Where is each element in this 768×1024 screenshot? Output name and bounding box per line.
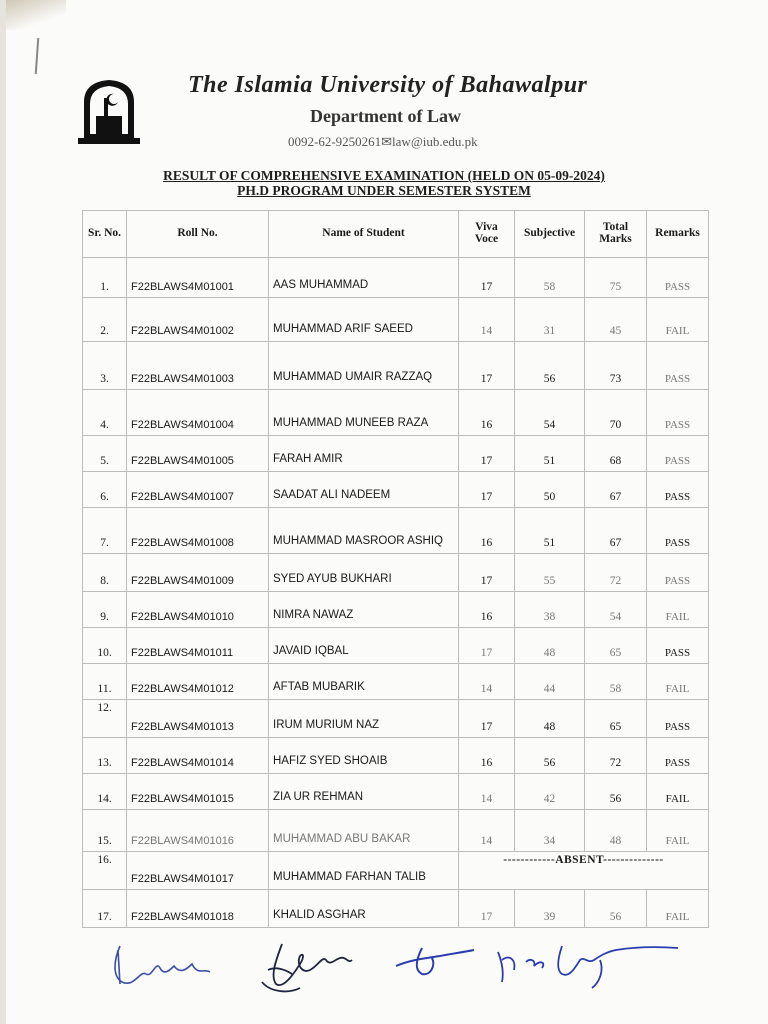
remarks-cell: PASS [647,738,709,774]
table-row [83,472,709,508]
roll-cell: F22BLAWS4M01005 [127,436,269,472]
col-header-remarks: Remarks [647,211,709,258]
remarks-cell: PASS [647,628,709,664]
sr-cell: 10. [83,628,127,664]
roll-cell: F22BLAWS4M01012 [127,664,269,700]
sr-cell: 5. [83,436,127,472]
name-cell: ZIA UR REHMAN [269,774,459,810]
sr-cell: 17. [83,890,127,928]
roll-cell: F22BLAWS4M01017 [127,852,269,890]
viva-cell: 17 [459,890,515,928]
name-cell: MUHAMMAD FARHAN TALIB [269,852,459,890]
subjective-cell: 58 [515,258,585,298]
subjective-cell: 44 [515,664,585,700]
table-row [83,852,709,890]
remarks-cell: PASS [647,436,709,472]
remarks-cell: PASS [647,342,709,390]
sr-cell: 1. [83,258,127,298]
remarks-cell: FAIL [647,664,709,700]
viva-cell: 16 [459,592,515,628]
subjective-cell: 51 [515,436,585,472]
viva-cell: 14 [459,810,515,852]
remarks-cell: PASS [647,472,709,508]
name-cell: SYED AYUB BUKHARI [269,554,459,592]
total-cell: 68 [585,436,647,472]
program-title: PH.D PROGRAM UNDER SEMESTER SYSTEM [237,183,531,198]
viva-cell: 17 [459,436,515,472]
roll-cell: F22BLAWS4M01013 [127,700,269,738]
table-row [83,664,709,700]
sr-cell: 6. [83,472,127,508]
subjective-cell: 34 [515,810,585,852]
name-cell: KHALID ASGHAR [269,890,459,928]
signature-4 [498,946,678,988]
total-cell: 67 [585,508,647,554]
total-cell: 56 [585,890,647,928]
table-row [83,774,709,810]
table-row [83,390,709,436]
sr-cell: 14. [83,774,127,810]
remarks-cell: FAIL [647,592,709,628]
subjective-cell: 56 [515,342,585,390]
roll-cell: F22BLAWS4M01018 [127,890,269,928]
col-header-sr: Sr. No. [83,211,127,258]
viva-cell: 17 [459,700,515,738]
viva-cell: 16 [459,390,515,436]
col-header-total: Total Marks [585,211,647,258]
university-name: The Islamia University of Bahawalpur [188,72,588,98]
remarks-cell: FAIL [647,810,709,852]
sr-cell: 15. [83,810,127,852]
total-cell: 56 [585,774,647,810]
subjective-cell: 50 [515,472,585,508]
absent-cell: ------------ABSENT-------------- [459,852,709,890]
total-cell: 67 [585,472,647,508]
sr-cell: 13. [83,738,127,774]
remarks-cell: PASS [647,554,709,592]
sr-cell: 12. [83,700,127,738]
name-cell: IRUM MURIUM NAZ [269,700,459,738]
subjective-cell: 55 [515,554,585,592]
table-row [83,592,709,628]
col-header-roll: Roll No. [127,211,269,258]
name-cell: MUHAMMAD ARIF SAEED [269,298,459,342]
viva-cell: 17 [459,472,515,508]
total-cell: 75 [585,258,647,298]
sr-cell: 11. [83,664,127,700]
pen-mark [35,38,40,74]
name-cell: MUHAMMAD UMAIR RAZZAQ [269,342,459,390]
remarks-cell: PASS [647,258,709,298]
table-row [83,810,709,852]
roll-cell: F22BLAWS4M01009 [127,554,269,592]
remarks-cell: PASS [647,390,709,436]
viva-cell: 14 [459,774,515,810]
name-cell: AFTAB MUBARIK [269,664,459,700]
col-header-subjective: Subjective [515,211,585,258]
table-row [83,554,709,592]
name-cell: NIMRA NAWAZ [269,592,459,628]
subjective-cell: 56 [515,738,585,774]
table-header-row [83,211,709,258]
subjective-cell: 51 [515,508,585,554]
sr-cell: 2. [83,298,127,342]
subjective-cell: 48 [515,700,585,738]
name-cell: SAADAT ALI NADEEM [269,472,459,508]
sr-cell: 3. [83,342,127,390]
total-cell: 65 [585,628,647,664]
subjective-cell: 31 [515,298,585,342]
roll-cell: F22BLAWS4M01008 [127,508,269,554]
name-cell: MUHAMMAD MUNEEB RAZA [269,390,459,436]
roll-cell: F22BLAWS4M01016 [127,810,269,852]
name-cell: MUHAMMAD ABU BAKAR [269,810,459,852]
viva-cell: 14 [459,664,515,700]
col-header-name: Name of Student [269,211,459,258]
roll-cell: F22BLAWS4M01015 [127,774,269,810]
total-cell: 72 [585,554,647,592]
signature-2 [262,944,352,991]
table-row [83,738,709,774]
total-cell: 72 [585,738,647,774]
total-cell: 65 [585,700,647,738]
results-body [83,258,709,928]
roll-cell: F22BLAWS4M01003 [127,342,269,390]
remarks-cell: PASS [647,700,709,738]
total-cell: 48 [585,810,647,852]
university-logo-icon [74,76,144,146]
table-row [83,628,709,664]
name-cell: JAVAID IQBAL [269,628,459,664]
table-row [83,342,709,390]
contact-info: 0092-62-9250261✉law@iub.edu.pk [288,134,478,149]
roll-cell: F22BLAWS4M01004 [127,390,269,436]
roll-cell: F22BLAWS4M01007 [127,472,269,508]
name-cell: HAFIZ SYED SHOAIB [269,738,459,774]
remarks-cell: FAIL [647,298,709,342]
name-cell: MUHAMMAD MASROOR ASHIQ [269,508,459,554]
subjective-cell: 42 [515,774,585,810]
remarks-cell: FAIL [647,890,709,928]
department-name: Department of Law [310,106,461,126]
results-table [82,210,709,928]
total-cell: 54 [585,592,647,628]
viva-cell: 17 [459,554,515,592]
signature-3 [396,948,474,974]
subjective-cell: 48 [515,628,585,664]
roll-cell: F22BLAWS4M01010 [127,592,269,628]
subjective-cell: 38 [515,592,585,628]
viva-cell: 16 [459,738,515,774]
signature-1 [115,946,210,984]
table-row [83,258,709,298]
result-title: RESULT OF COMPREHENSIVE EXAMINATION (HELD ON 05-09-2024) [163,168,605,183]
table-row [83,508,709,554]
subjective-cell: 54 [515,390,585,436]
table-row [83,436,709,472]
viva-cell: 16 [459,508,515,554]
viva-cell: 14 [459,298,515,342]
viva-cell: 17 [459,628,515,664]
sr-cell: 16. [83,852,127,890]
total-cell: 58 [585,664,647,700]
roll-cell: F22BLAWS4M01011 [127,628,269,664]
col-header-viva: Viva Voce [459,211,515,258]
viva-cell: 17 [459,342,515,390]
roll-cell: F22BLAWS4M01001 [127,258,269,298]
paper-corner-shadow [6,0,66,30]
total-cell: 45 [585,298,647,342]
remarks-cell: FAIL [647,774,709,810]
name-cell: FARAH AMIR [269,436,459,472]
viva-cell: 17 [459,258,515,298]
sr-cell: 7. [83,508,127,554]
remarks-cell: PASS [647,508,709,554]
total-cell: 73 [585,342,647,390]
table-row [83,298,709,342]
signatures-area [100,930,700,1010]
table-row [83,700,709,738]
roll-cell: F22BLAWS4M01014 [127,738,269,774]
subjective-cell: 39 [515,890,585,928]
roll-cell: F22BLAWS4M01002 [127,298,269,342]
name-cell: AAS MUHAMMAD [269,258,459,298]
sr-cell: 4. [83,390,127,436]
total-cell: 70 [585,390,647,436]
sr-cell: 9. [83,592,127,628]
sr-cell: 8. [83,554,127,592]
table-row [83,890,709,928]
